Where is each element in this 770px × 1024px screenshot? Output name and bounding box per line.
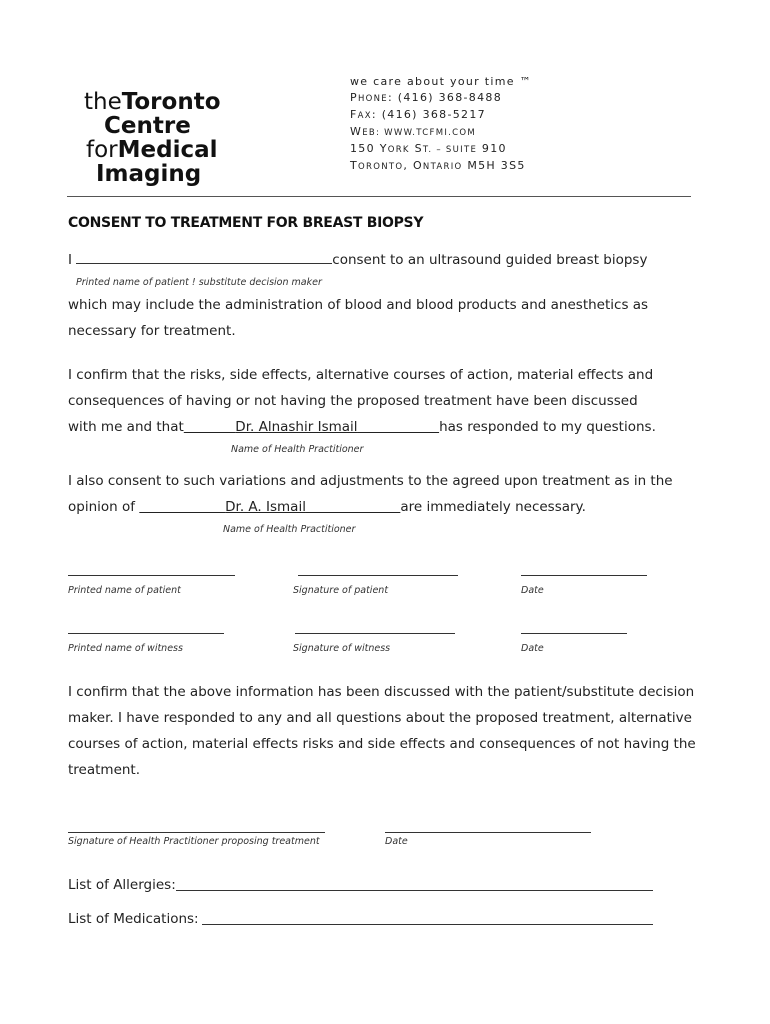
practitioner-date-line[interactable] [385,832,591,833]
witness-date-label: Date [521,643,544,654]
consent-line-1: I consent to an ultrasound guided breast biopsy [68,252,648,268]
allergies-field[interactable] [176,890,653,891]
logo-for: for [86,137,118,163]
tagline: we care about your time ™ [350,75,532,88]
page-title: CONSENT TO TREATMENT FOR BREAST BIOPSY [68,215,424,231]
patient-name-caption: Printed name of patient ! substitute decision maker [76,277,322,288]
practitioner-date-label: Date [385,836,408,847]
patient-date-label: Date [521,585,544,596]
confirm-line-2: maker. I have responded to any and all questions about the proposed treatment, alternative [68,710,692,726]
consent-line-2: which may include the administration of blood and blood products and anesthetics as [68,297,649,313]
confirm-line-4: treatment. [68,762,141,778]
allergies-label: List of Allergies: [68,877,176,893]
patient-date-line[interactable] [521,575,647,576]
header-divider [67,196,691,197]
variations-line-1: I also consent to such variations and adjustments to the agreed upon treatment as in the [68,473,673,489]
practitioner-signature-line[interactable] [68,832,325,833]
variations-line-2: opinion of Dr. A. Ismail are immediately necessary. [68,499,586,515]
practitioner-name-field[interactable]: Dr. Alnashir Ismail [235,419,358,435]
confirm-line-3: courses of action, material effects risks and side effects and consequences of not having the [68,736,696,752]
phone-line: PHONE: (416) 368-8488 [350,91,502,104]
fax-line: FAX: (416) 368-5217 [350,108,486,121]
risks-line-3: with me and that Dr. Alnashir Ismail has responded to my questions. [68,419,656,435]
witness-name-label: Printed name of witness [68,643,183,654]
risks-line-2: consequences of having or not having the proposed treatment have been discussed [68,393,638,409]
logo-medical: Medical [117,137,218,163]
witness-date-line[interactable] [521,633,627,634]
patient-name-label: Printed name of patient [68,585,181,596]
consent-line-3: necessary for treatment. [68,323,236,339]
logo-toronto: Toronto [121,89,221,115]
address-line-1: 150 YORK ST. – SUITE 910 [350,142,507,155]
logo-centre: Centre [104,113,191,139]
practitioner-name-field-2[interactable]: Dr. A. Ismail [225,499,306,515]
practitioner-caption-2: Name of Health Practitioner [223,524,356,535]
contact-block [350,74,532,175]
witness-signature-line[interactable] [295,633,455,634]
logo-imaging: Imaging [96,161,202,187]
practitioner-caption-1: Name of Health Practitioner [231,444,364,455]
logo-the: the [84,89,122,115]
medications-field[interactable] [202,924,653,925]
risks-line-1: I confirm that the risks, side effects, alternative courses of action, material effects and [68,367,654,383]
patient-signature-line[interactable] [298,575,458,576]
address-line-2: TORONTO, ONTARIO M5H 3S5 [350,159,526,172]
patient-signature-label: Signature of patient [293,585,389,596]
medications-label: List of Medications: [68,911,199,927]
practitioner-signature-label: Signature of Health Practitioner proposing treatment [68,836,320,847]
confirm-line-1: I confirm that the above information has been discussed with the patient/substitute decision [68,684,695,700]
witness-name-line[interactable] [68,633,224,634]
patient-name-line[interactable] [68,575,235,576]
witness-signature-label: Signature of witness [293,643,391,654]
patient-name-field[interactable] [76,251,332,264]
web-line[interactable]: WEB: WWW.TCFMI.COM [350,125,477,138]
